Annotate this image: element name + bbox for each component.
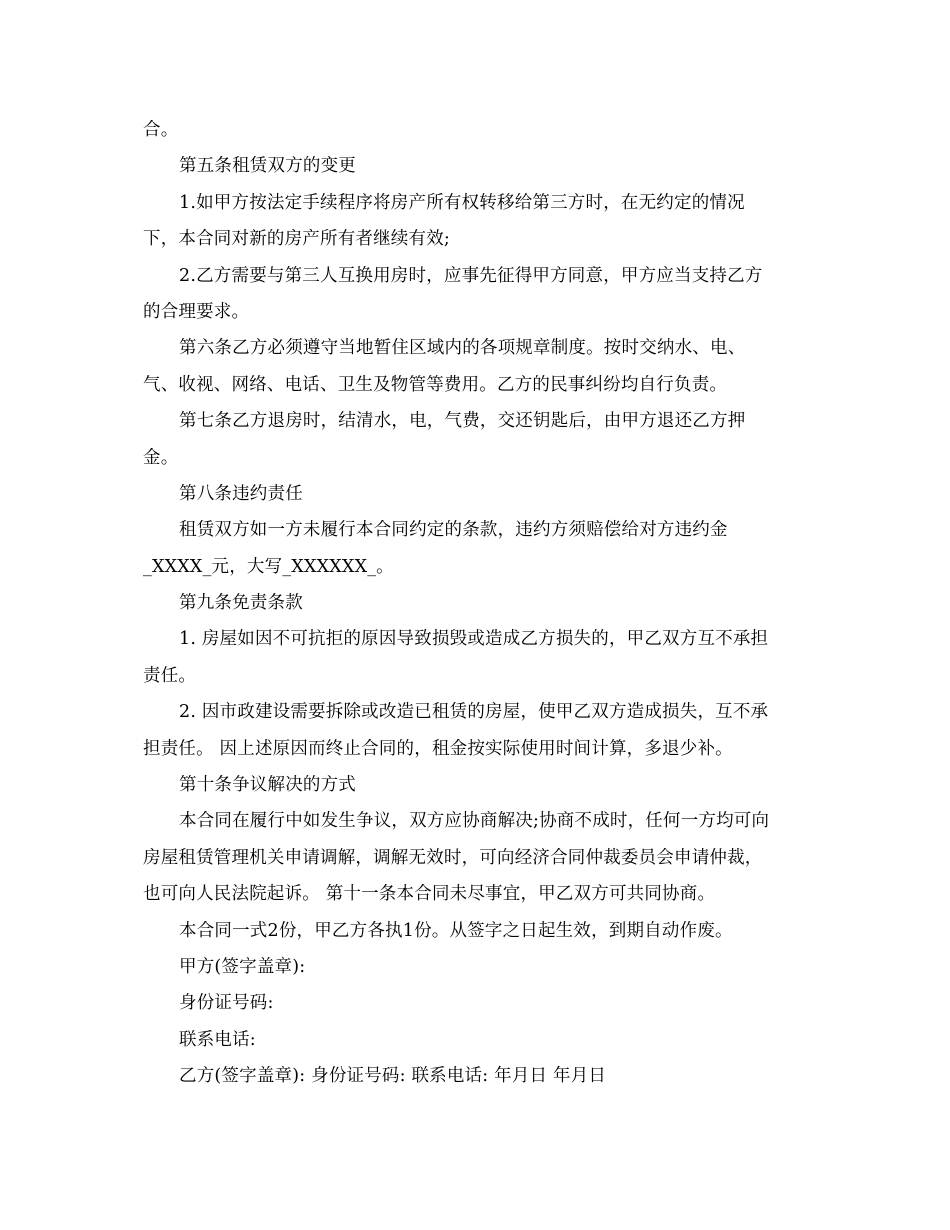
section-heading-5: 第五条租赁双方的变更 bbox=[179, 156, 356, 177]
text-line: 本合同在履行中如发生争议，双方应协商解决;协商不成时，任何一方均可向 bbox=[179, 811, 770, 832]
section-heading-8: 第八条违约责任 bbox=[179, 483, 303, 504]
text-line: 合。 bbox=[143, 120, 179, 140]
text-line: 的合理要求。 bbox=[143, 301, 250, 322]
text-line: 也可向人民法院起诉。 第十一条本合同未尽事宜，甲乙双方可共同协商。 bbox=[143, 884, 716, 905]
text-line: 租赁双方如一方未履行本合同约定的条款，违约方须赔偿给对方违约金 bbox=[179, 520, 728, 541]
contract-text-body bbox=[143, 112, 809, 1095]
text-line: 1.如甲方按法定手续程序将房产所有权转移给第三方时，在无约定的情况 bbox=[179, 192, 745, 213]
text-line: 2. 因市政建设需要拆除或改造已租赁的房屋，使甲乙双方造成损失，互不承 bbox=[179, 702, 769, 723]
text-line: 担责任。 因上述原因而终止合同的，租金按实际使用时间计算，多退少补。 bbox=[143, 738, 733, 759]
party-a-phone: 联系电话: bbox=[179, 1029, 256, 1050]
section-7-text: 第七条乙方退房时，结清水，电，气费，交还钥匙后，由甲方退还乙方押 bbox=[179, 411, 746, 432]
text-line: 责任。 bbox=[143, 665, 197, 686]
section-6-text: 第六条乙方必须遵守当地暂住区域内的各项规章制度。按时交纳水、电、 bbox=[179, 338, 746, 359]
text-line: 下，本合同对新的房产所有者继续有效; bbox=[143, 229, 450, 250]
text-line: _XXXX_元，大写_XXXXXX_。 bbox=[143, 556, 394, 577]
text-line: 2.乙方需要与第三人互换用房时，应事先征得甲方同意，甲方应当支持乙方 bbox=[179, 265, 763, 286]
party-a-id-number: 身份证号码: bbox=[179, 993, 274, 1014]
section-heading-9: 第九条免责条款 bbox=[179, 593, 303, 614]
party-a-signature: 甲方(签字盖章): bbox=[179, 956, 306, 977]
text-line: 1. 房屋如因不可抗拒的原因导致损毁或造成乙方损失的，甲乙双方互不承担 bbox=[179, 629, 769, 650]
text-line: 房屋租赁管理机关申请调解，调解无效时，可向经济合同仲裁委员会申请仲裁， bbox=[143, 847, 763, 868]
party-b-signature-line: 乙方(签字盖章): 身份证号码: 联系电话: 年月日 年月日 bbox=[179, 1066, 607, 1087]
text-line: 本合同一式2份，甲乙方各执1份。从签字之日起生效，到期自动作废。 bbox=[179, 920, 733, 941]
section-heading-10: 第十条争议解决的方式 bbox=[179, 775, 356, 796]
text-line: 金。 bbox=[143, 447, 179, 468]
text-line: 气、收视、网络、电话、卫生及物管等费用。乙方的民事纠纷均自行负责。 bbox=[143, 374, 728, 395]
